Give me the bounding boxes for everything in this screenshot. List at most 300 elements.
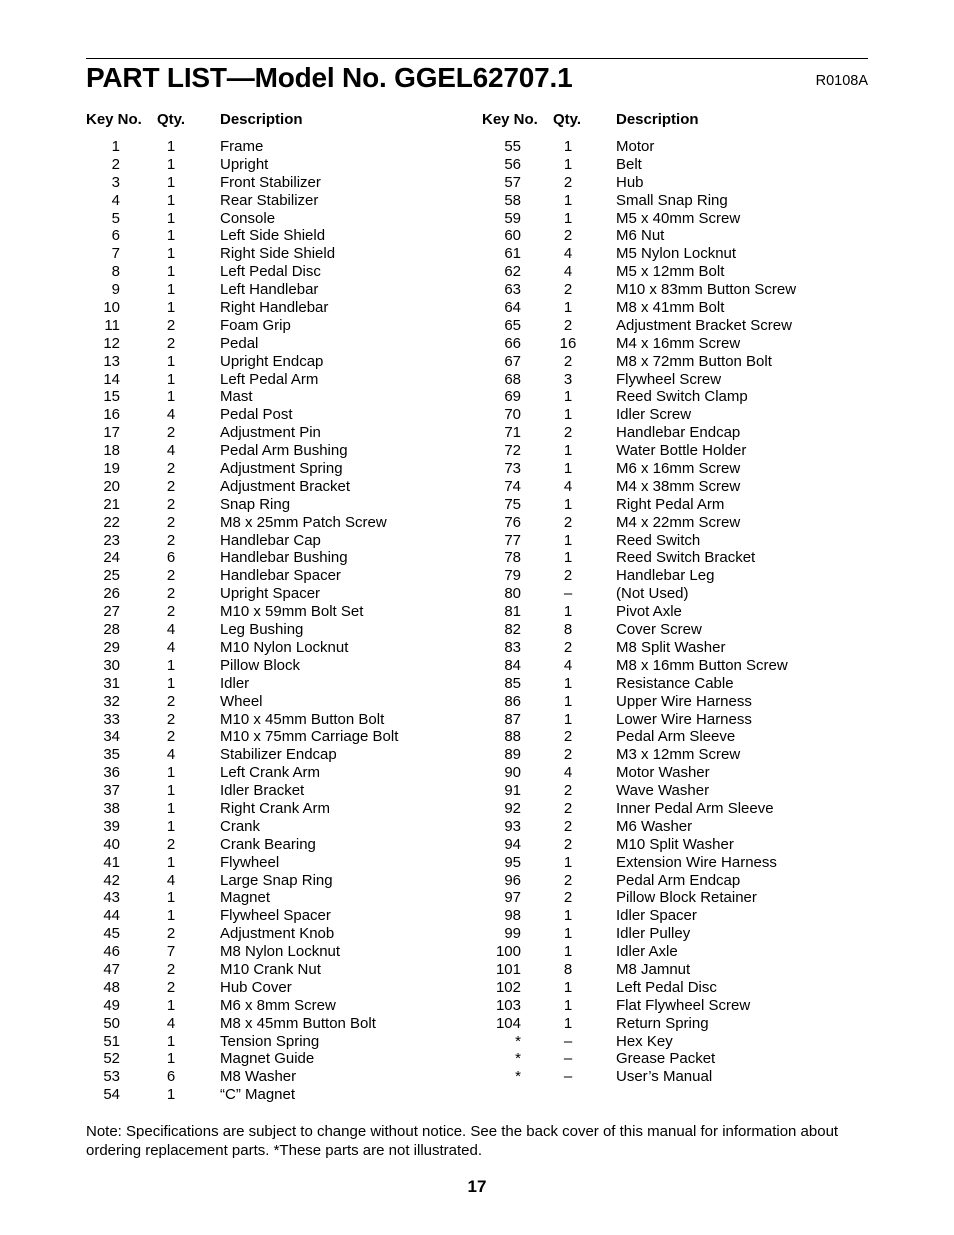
- key-number: 85: [504, 674, 521, 692]
- footnote: Note: Specifications are subject to change without notice. See the back cover of this manual for information about ordering replacement parts. *These parts are not illustrated.: [86, 1123, 839, 1159]
- table-row: [86, 532, 476, 550]
- table-row: [482, 979, 868, 997]
- parts-table-right: [482, 110, 868, 1086]
- key-number: 43: [103, 889, 120, 907]
- table-row: [86, 514, 476, 532]
- description: Reed Switch Bracket: [616, 549, 756, 567]
- quantity: 2: [563, 352, 573, 370]
- description: Front Stabilizer: [220, 173, 321, 191]
- key-number: 33: [103, 710, 120, 728]
- key-number: 74: [504, 477, 521, 495]
- parts-table-left: [86, 110, 476, 1104]
- quantity: 1: [166, 173, 176, 191]
- quantity: 1: [563, 925, 573, 943]
- description: M6 Washer: [616, 817, 693, 835]
- table-row: [482, 997, 868, 1015]
- quantity: 16: [559, 334, 577, 352]
- key-number: 7: [111, 245, 120, 263]
- table-row: [86, 371, 476, 389]
- table-row: [86, 782, 476, 800]
- quantity: 4: [166, 442, 176, 460]
- key-number: 20: [103, 477, 120, 495]
- quantity: 2: [166, 603, 176, 621]
- quantity: 1: [563, 549, 573, 567]
- table-row: [482, 353, 868, 371]
- key-number: 11: [104, 316, 120, 334]
- quantity: 4: [563, 245, 573, 263]
- description: Upright: [220, 155, 269, 173]
- description: Handlebar Endcap: [616, 424, 741, 442]
- description: User’s Manual: [616, 1068, 713, 1086]
- description: M8 Jamnut: [616, 960, 691, 978]
- description: Right Side Shield: [220, 245, 336, 263]
- table-row: [482, 442, 868, 460]
- description: Rear Stabilizer: [220, 191, 319, 209]
- table-row: [86, 818, 476, 836]
- key-number: 39: [103, 817, 120, 835]
- key-number: 5: [111, 209, 120, 227]
- table-row: [482, 961, 868, 979]
- quantity: 4: [563, 764, 573, 782]
- description: Pillow Block: [220, 656, 301, 674]
- key-number: 97: [504, 889, 521, 907]
- table-row: [482, 1033, 868, 1051]
- table-row: [482, 854, 868, 872]
- quantity: 1: [166, 817, 176, 835]
- quantity: 1: [563, 495, 573, 513]
- key-number: 64: [504, 299, 521, 317]
- description: M5 x 40mm Screw: [616, 209, 741, 227]
- quantity: 2: [563, 871, 573, 889]
- description: M6 Nut: [616, 227, 665, 245]
- description: M3 x 12mm Screw: [616, 746, 741, 764]
- quantity: 1: [166, 674, 176, 692]
- key-number: *: [515, 1050, 521, 1068]
- key-number: *: [515, 1068, 521, 1086]
- description: M10 x 45mm Button Bolt: [220, 710, 385, 728]
- key-number: 52: [103, 1050, 120, 1068]
- description: Extension Wire Harness: [616, 853, 777, 871]
- description: Hub Cover: [220, 978, 292, 996]
- table-row: [86, 872, 476, 890]
- description: Idler Screw: [616, 406, 692, 424]
- table-row: [482, 818, 868, 836]
- table-row: [482, 889, 868, 907]
- description: Grease Packet: [616, 1050, 716, 1068]
- description: Small Snap Ring: [616, 191, 728, 209]
- description: Water Bottle Holder: [616, 442, 747, 460]
- description: Left Handlebar: [220, 281, 319, 299]
- description: M8 Split Washer: [616, 638, 726, 656]
- key-number: 46: [103, 943, 120, 961]
- table-row: [482, 639, 868, 657]
- key-number: 102: [495, 978, 521, 996]
- quantity: 2: [563, 316, 573, 334]
- table-row: [86, 764, 476, 782]
- description: Adjustment Pin: [220, 424, 321, 442]
- key-number: 87: [504, 710, 521, 728]
- key-number: 49: [103, 996, 120, 1014]
- key-number: 2: [111, 155, 120, 173]
- table-row: [482, 532, 868, 550]
- page-number: 17: [467, 1177, 487, 1196]
- description: Left Pedal Disc: [616, 978, 717, 996]
- table-row: [482, 138, 868, 156]
- description: Motor: [616, 138, 655, 155]
- key-number: 14: [103, 370, 120, 388]
- table-row: [86, 1086, 476, 1104]
- quantity: 3: [563, 370, 573, 388]
- key-number: 30: [103, 656, 120, 674]
- description: Flywheel Screw: [616, 370, 722, 388]
- description: Crank: [220, 817, 261, 835]
- quantity: 1: [563, 603, 573, 621]
- key-number: 94: [504, 835, 521, 853]
- description: Belt: [616, 155, 642, 173]
- quantity: 1: [166, 853, 176, 871]
- key-number: 79: [504, 567, 521, 585]
- description: Pedal Arm Endcap: [616, 871, 741, 889]
- quantity: 2: [166, 585, 176, 603]
- description: Handlebar Bushing: [220, 549, 348, 567]
- quantity: 4: [563, 656, 573, 674]
- key-number: 90: [504, 764, 521, 782]
- table-row: [86, 1033, 476, 1051]
- description: M10 Split Washer: [616, 835, 734, 853]
- quantity: 4: [166, 621, 176, 639]
- description: Idler Pulley: [616, 925, 691, 943]
- description: Right Crank Arm: [220, 799, 331, 817]
- table-row: [482, 281, 868, 299]
- key-number: 8: [111, 263, 120, 281]
- quantity: 2: [166, 692, 176, 710]
- table-row: [482, 245, 868, 263]
- table-row: [482, 496, 868, 514]
- quantity: 2: [166, 460, 176, 478]
- description: Upright Spacer: [220, 585, 321, 603]
- description: Resistance Cable: [616, 674, 734, 692]
- description: Stabilizer Endcap: [220, 746, 337, 764]
- document-code: R0108A: [815, 73, 868, 89]
- key-number: 60: [504, 227, 521, 245]
- table-row: [86, 836, 476, 854]
- column-header-key: Key No.: [86, 111, 142, 128]
- table-row: [482, 657, 868, 675]
- quantity: 7: [166, 943, 176, 961]
- description: Flywheel: [220, 853, 280, 871]
- key-number: 42: [103, 871, 120, 889]
- table-row: [482, 907, 868, 925]
- table-row: [86, 192, 476, 210]
- quantity: 2: [563, 817, 573, 835]
- key-number: 41: [103, 853, 120, 871]
- quantity: 1: [563, 943, 573, 961]
- key-number: 104: [495, 1014, 521, 1032]
- quantity: 2: [563, 638, 573, 656]
- description: Handlebar Leg: [616, 567, 715, 585]
- description: M6 x 16mm Screw: [616, 460, 741, 478]
- table-row: [482, 675, 868, 693]
- description: Left Pedal Disc: [220, 263, 321, 281]
- key-number: 100: [495, 943, 521, 961]
- table-row: [482, 728, 868, 746]
- description: Right Pedal Arm: [616, 495, 725, 513]
- description: Reed Switch Clamp: [616, 388, 748, 406]
- table-row: [86, 317, 476, 335]
- key-number: 55: [504, 138, 521, 155]
- key-number: 98: [504, 907, 521, 925]
- key-number: 84: [504, 656, 521, 674]
- table-row: [86, 1050, 476, 1068]
- key-number: 16: [103, 406, 120, 424]
- page-title: PART LIST—Model No. GGEL62707.1: [86, 62, 573, 93]
- table-row: [482, 371, 868, 389]
- quantity: 2: [166, 728, 176, 746]
- table-row: [86, 603, 476, 621]
- key-number: 89: [504, 746, 521, 764]
- key-number: 9: [111, 281, 120, 299]
- key-number: 21: [103, 495, 120, 513]
- parts-rows-right: [482, 138, 868, 1086]
- description: Handlebar Spacer: [220, 567, 341, 585]
- description: Inner Pedal Arm Sleeve: [616, 799, 774, 817]
- key-number: 69: [504, 388, 521, 406]
- key-number: 29: [103, 638, 120, 656]
- description: Pillow Block Retainer: [616, 889, 757, 907]
- key-number: 91: [504, 782, 521, 800]
- key-number: 26: [103, 585, 120, 603]
- quantity: 1: [563, 209, 573, 227]
- table-row: [86, 478, 476, 496]
- quantity: 1: [166, 388, 176, 406]
- table-row: [482, 1050, 868, 1068]
- key-number: 86: [504, 692, 521, 710]
- quantity: 1: [166, 889, 176, 907]
- quantity: 1: [166, 1050, 176, 1068]
- key-number: 101: [495, 960, 521, 978]
- quantity: 1: [166, 191, 176, 209]
- description: Flat Flywheel Screw: [616, 996, 751, 1014]
- table-row: [482, 943, 868, 961]
- description: Mast: [220, 388, 253, 406]
- description: Pedal Arm Bushing: [220, 442, 348, 460]
- quantity: 6: [166, 1068, 176, 1086]
- table-header: [86, 110, 476, 130]
- quantity: 2: [166, 334, 176, 352]
- key-number: 36: [103, 764, 120, 782]
- table-row: [86, 979, 476, 997]
- key-number: 53: [103, 1068, 120, 1086]
- key-number: 58: [504, 191, 521, 209]
- table-row: [86, 585, 476, 603]
- description: Crank Bearing: [220, 835, 316, 853]
- table-row: [482, 424, 868, 442]
- quantity: 1: [166, 138, 176, 155]
- table-row: [86, 639, 476, 657]
- quantity: 2: [166, 424, 176, 442]
- quantity: 2: [166, 567, 176, 585]
- key-number: 3: [111, 173, 120, 191]
- key-number: 32: [103, 692, 120, 710]
- column-header-qty: Qty.: [553, 111, 582, 128]
- description: Snap Ring: [220, 495, 291, 513]
- quantity: 1: [563, 1014, 573, 1032]
- quantity: 4: [166, 746, 176, 764]
- table-row: [86, 263, 476, 281]
- key-number: 19: [103, 460, 120, 478]
- description: M4 x 22mm Screw: [616, 513, 741, 531]
- key-number: 75: [504, 495, 521, 513]
- quantity: 2: [563, 799, 573, 817]
- column-header-description: Description: [220, 111, 303, 128]
- quantity: 2: [166, 513, 176, 531]
- key-number: 48: [103, 978, 120, 996]
- quantity: 2: [563, 513, 573, 531]
- quantity: 1: [563, 442, 573, 460]
- description: Pedal Arm Sleeve: [616, 728, 736, 746]
- table-header: [482, 110, 868, 130]
- description: Large Snap Ring: [220, 871, 333, 889]
- key-number: 78: [504, 549, 521, 567]
- table-row: [482, 317, 868, 335]
- table-row: [86, 693, 476, 711]
- description: M10 x 83mm Button Screw: [616, 281, 797, 299]
- quantity: 4: [563, 477, 573, 495]
- key-number: 88: [504, 728, 521, 746]
- key-number: 73: [504, 460, 521, 478]
- description: Lower Wire Harness: [616, 710, 752, 728]
- description: (Not Used): [616, 585, 689, 603]
- table-row: [482, 406, 868, 424]
- quantity: –: [563, 1050, 573, 1068]
- description: Pivot Axle: [616, 603, 682, 621]
- quantity: 8: [563, 621, 573, 639]
- quantity: 1: [563, 853, 573, 871]
- description: M8 x 72mm Button Bolt: [616, 352, 772, 370]
- description: Left Pedal Arm: [220, 370, 319, 388]
- key-number: 51: [103, 1032, 120, 1050]
- key-number: 50: [103, 1014, 120, 1032]
- table-row: [86, 245, 476, 263]
- quantity: 1: [563, 406, 573, 424]
- key-number: 61: [504, 245, 521, 263]
- quantity: 2: [166, 477, 176, 495]
- quantity: 1: [166, 764, 176, 782]
- table-row: [86, 746, 476, 764]
- description: Foam Grip: [220, 316, 291, 334]
- quantity: 4: [166, 638, 176, 656]
- key-number: 72: [504, 442, 521, 460]
- description: Leg Bushing: [220, 621, 304, 639]
- description: M8 x 25mm Patch Screw: [220, 513, 387, 531]
- key-number: 31: [103, 674, 120, 692]
- key-number: 70: [504, 406, 521, 424]
- key-number: 27: [103, 603, 120, 621]
- description: Upright Endcap: [220, 352, 324, 370]
- description: Reed Switch: [616, 531, 701, 549]
- quantity: 2: [166, 835, 176, 853]
- quantity: 6: [166, 549, 176, 567]
- quantity: 4: [166, 406, 176, 424]
- description: Idler Spacer: [616, 907, 697, 925]
- description: M5 x 12mm Bolt: [616, 263, 725, 281]
- description: Return Spring: [616, 1014, 709, 1032]
- quantity: 1: [166, 996, 176, 1014]
- description: Adjustment Spring: [220, 460, 343, 478]
- key-number: 103: [495, 996, 521, 1014]
- table-row: [482, 1068, 868, 1086]
- quantity: 1: [166, 263, 176, 281]
- key-number: 96: [504, 871, 521, 889]
- quantity: 1: [563, 674, 573, 692]
- table-row: [86, 406, 476, 424]
- quantity: –: [563, 585, 573, 603]
- quantity: 1: [166, 155, 176, 173]
- key-number: 63: [504, 281, 521, 299]
- table-row: [86, 138, 476, 156]
- description: Motor Washer: [616, 764, 710, 782]
- description: Pedal Post: [220, 406, 293, 424]
- table-row: [86, 657, 476, 675]
- quantity: 4: [563, 263, 573, 281]
- description: Adjustment Knob: [220, 925, 335, 943]
- quantity: 2: [166, 960, 176, 978]
- table-row: [86, 943, 476, 961]
- table-row: [86, 997, 476, 1015]
- table-row: [86, 889, 476, 907]
- description: M4 x 16mm Screw: [616, 334, 741, 352]
- table-row: [86, 156, 476, 174]
- description: Hub: [616, 173, 644, 191]
- key-number: 47: [103, 960, 120, 978]
- table-row: [86, 388, 476, 406]
- table-row: [86, 353, 476, 371]
- description: Adjustment Bracket: [220, 477, 351, 495]
- description: M10 Crank Nut: [220, 960, 321, 978]
- quantity: 2: [563, 746, 573, 764]
- quantity: 1: [563, 460, 573, 478]
- quantity: 1: [166, 1032, 176, 1050]
- table-row: [86, 1068, 476, 1086]
- table-row: [482, 514, 868, 532]
- key-number: 4: [111, 191, 120, 209]
- description: M6 x 8mm Screw: [220, 996, 336, 1014]
- table-row: [482, 603, 868, 621]
- table-row: [86, 210, 476, 228]
- table-row: [86, 567, 476, 585]
- key-number: 59: [504, 209, 521, 227]
- table-row: [482, 746, 868, 764]
- key-number: 93: [504, 817, 521, 835]
- key-number: 1: [111, 138, 120, 155]
- quantity: 1: [563, 710, 573, 728]
- column-header-key: Key No.: [482, 111, 538, 128]
- table-row: [86, 496, 476, 514]
- key-number: 81: [504, 603, 521, 621]
- description: M8 x 16mm Button Screw: [616, 656, 788, 674]
- table-row: [482, 335, 868, 353]
- column-header-qty: Qty.: [157, 111, 186, 128]
- key-number: 15: [103, 388, 120, 406]
- quantity: 1: [166, 907, 176, 925]
- table-row: [482, 263, 868, 281]
- table-row: [482, 299, 868, 317]
- key-number: 12: [103, 334, 120, 352]
- quantity: 1: [166, 656, 176, 674]
- quantity: 1: [563, 191, 573, 209]
- table-row: [86, 854, 476, 872]
- table-row: [482, 210, 868, 228]
